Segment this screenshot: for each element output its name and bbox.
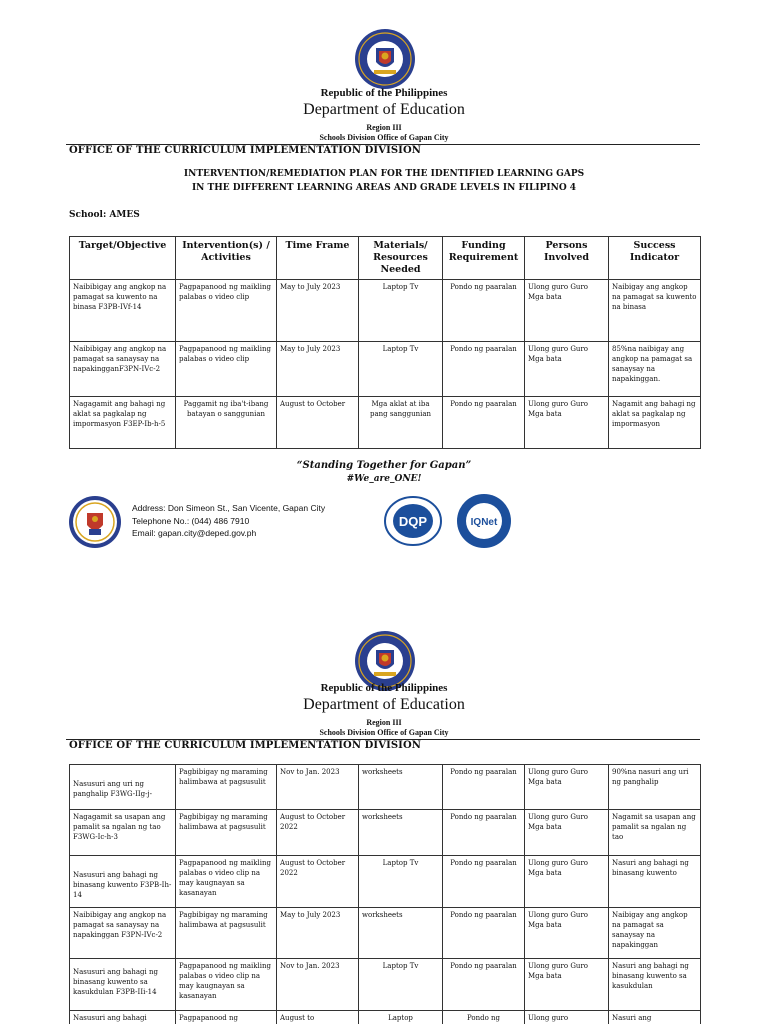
office-heading: OFFICE OF THE CURRICULUM IMPLEMENTATION DIVISION: [69, 145, 421, 156]
cell-materials: Mga aklat at iba pang sanggunian: [359, 397, 443, 449]
plan-title-line1: INTERVENTION/REMEDIATION PLAN FOR THE IDENTIFIED LEARNING GAPS: [183, 169, 585, 179]
iqnet-certification-icon: [456, 493, 512, 549]
cell-funding: Pondo ng paaralan: [443, 959, 525, 1011]
address-line: Address: Don Simeon St., San Vicente, Gapan City: [132, 503, 326, 513]
cell-materials: Laptop Tv: [359, 856, 443, 908]
cell-target: Nasusuri ang bahagi ng binasang kuwento F3PB-Ih-14: [70, 856, 176, 908]
deped-seal-icon: [354, 28, 416, 90]
cell-target: Nagagamit ang bahagi ng aklat sa pagkalap ng impormasyon F3EP-Ib-h-5: [70, 397, 176, 449]
school-label: School: AMES: [69, 210, 140, 220]
table-row: [70, 765, 701, 810]
cell-persons: Ulong guro: [525, 1011, 609, 1024]
cell-time-frame: August to October: [277, 397, 359, 449]
cell-intervention: Pagpapanood ng: [176, 1011, 277, 1024]
cell-intervention: Pagpapanood ng maikling palabas o video clip: [176, 280, 277, 342]
department-heading: Department of Education: [303, 696, 465, 713]
cell-persons: Ulong guro Guro Mga bata: [525, 342, 609, 397]
plan-title-line2: IN THE DIFFERENT LEARNING AREAS AND GRADE LEVELS IN FILIPINO 4: [191, 183, 577, 193]
cell-intervention: Pagbibigay ng maraming halimbawa at pagsusulit: [176, 810, 277, 856]
cell-persons: Ulong guro Guro Mga bata: [525, 810, 609, 856]
cell-target: Naibibigay ang angkop na pamagat sa sanaysay na napakinggan F3PN-IVc-2: [70, 908, 176, 959]
header-success: Success Indicator: [609, 237, 701, 280]
cell-funding: Pondo ng paaralan: [443, 280, 525, 342]
cell-success: Nagamit ang bahagi ng aklat sa pagkalap ng impormasyon: [609, 397, 701, 449]
dqp-certification-icon: [383, 495, 443, 547]
header-intervention: Intervention(s) / Activities: [176, 237, 277, 280]
cell-intervention: Pagpapanood ng maikling palabas o video clip na may kaugnayan sa kasanayan: [176, 959, 277, 1011]
cell-materials: worksheets: [359, 810, 443, 856]
cell-success: 85%na naibigay ang angkop na pamagat sa sanaysay na napakinggan.: [609, 342, 701, 397]
header-materials: Materials/ Resources Needed: [359, 237, 443, 280]
cell-intervention: Pagpapanood ng maikling palabas o video clip na may kaugnayan sa kasanayan: [176, 856, 277, 908]
table-row: [70, 810, 701, 856]
division-label: Schools Division Office of Gapan City: [319, 728, 449, 737]
page-2: [0, 618, 768, 1024]
cell-intervention: Pagpapanood ng maikling palabas o video clip: [176, 342, 277, 397]
slogan: “Standing Together for Gapan”: [296, 460, 472, 471]
cell-target: Nasusuri ang bahagi ng binasang kuwento sa kasukdulan F3PB-IIi-14: [70, 959, 176, 1011]
cell-funding: Pondo ng paaralan: [443, 765, 525, 810]
table-row: [70, 397, 701, 449]
cell-intervention: Pagbibigay ng maraming halimbawa at pagsusulit: [176, 908, 277, 959]
cell-time-frame: May to July 2023: [277, 280, 359, 342]
cell-target: Naibibigay ang angkop na pamagat sa sanaysay na napakingganF3PN-IVc-2: [70, 342, 176, 397]
cell-time-frame: May to July 2023: [277, 342, 359, 397]
cell-target: Nasusuri ang uri ng panghalip F3WG-IIg-j-: [70, 765, 176, 810]
cell-time-frame: August to October 2022: [277, 856, 359, 908]
cell-success: Naibigay ang angkop na pamagat sa sanaysay na napakinggan: [609, 908, 701, 959]
department-heading: Department of Education: [303, 101, 465, 118]
cell-persons: Ulong guro Guro Mga bata: [525, 959, 609, 1011]
republic-heading: Republic of the Philippines: [320, 87, 448, 99]
table-row: [70, 1011, 701, 1024]
table-row: [70, 342, 701, 397]
cell-funding: Pondo ng paaralan: [443, 397, 525, 449]
region-label: Region III: [366, 123, 402, 132]
hashtag: #We_are_ONE!: [346, 474, 422, 484]
cell-persons: Ulong guro Guro Mga bata: [525, 856, 609, 908]
gapan-division-seal-icon: [68, 495, 122, 549]
plan-table-continued: [69, 764, 701, 1024]
division-label: Schools Division Office of Gapan City: [319, 133, 449, 142]
dqp-logo-text: DQP: [398, 514, 428, 529]
cell-target: Nagagamit sa usapan ang pamalit sa ngalan ng tao F3WG-Ic-h-3: [70, 810, 176, 856]
cell-time-frame: August to October 2022: [277, 810, 359, 856]
cell-time-frame: Nov to Jan. 2023: [277, 765, 359, 810]
header-time-frame: Time Frame: [277, 237, 359, 280]
cell-funding: Pondo ng paaralan: [443, 342, 525, 397]
cell-materials: Laptop Tv: [359, 342, 443, 397]
cell-intervention: Pagbibigay ng maraming halimbawa at pagsusulit: [176, 765, 277, 810]
republic-heading: Republic of the Philippines: [320, 682, 448, 694]
cell-materials: Laptop Tv: [359, 280, 443, 342]
cell-materials: Laptop Tv: [359, 959, 443, 1011]
cell-persons: Ulong guro Guro Mga bata: [525, 908, 609, 959]
table-row: [70, 959, 701, 1011]
cell-materials: worksheets: [359, 908, 443, 959]
header-funding: Funding Requirement: [443, 237, 525, 280]
cell-funding: Pondo ng: [443, 1011, 525, 1024]
table-row: [70, 280, 701, 342]
cell-target: Nasusuri ang bahagi: [70, 1011, 176, 1024]
table-row: [70, 856, 701, 908]
cell-success: 90%na nasuri ang uri ng panghalip: [609, 765, 701, 810]
cell-time-frame: Nov to Jan. 2023: [277, 959, 359, 1011]
cell-persons: Ulong guro Guro Mga bata: [525, 280, 609, 342]
cell-funding: Pondo ng paaralan: [443, 908, 525, 959]
cell-time-frame: August to: [277, 1011, 359, 1024]
cell-funding: Pondo ng paaralan: [443, 810, 525, 856]
cell-intervention: Paggamit ng iba't-ibang batayan o sanggunian: [176, 397, 277, 449]
region-label: Region III: [366, 718, 402, 727]
telephone-line: Telephone No.: (044) 486 7910: [132, 515, 250, 526]
cell-funding: Pondo ng paaralan: [443, 856, 525, 908]
contact-block: [132, 502, 325, 540]
cell-success: Nasuri ang bahagi ng binasang kuwento sa kasukdulan: [609, 959, 701, 1011]
cell-success: Naibigay ang angkop na pamagat sa kuwento na binasa: [609, 280, 701, 342]
cell-success: Nasuri ang: [609, 1011, 701, 1024]
iqnet-logo-text: IQNet: [470, 517, 498, 528]
cell-target: Naibibigay ang angkop na pamagat sa kuwento na binasa F3PB-IVf-14: [70, 280, 176, 342]
plan-table: [69, 236, 701, 449]
header-target: Target/Objective: [70, 237, 176, 280]
cell-materials: Laptop: [359, 1011, 443, 1024]
table-row: [70, 908, 701, 959]
cell-persons: Ulong guro Guro Mga bata: [525, 397, 609, 449]
email-line: Email: gapan.city@deped.gov.ph: [132, 528, 257, 538]
cell-materials: worksheets: [359, 765, 443, 810]
cell-success: Nagamit sa usapan ang pamalit sa ngalan ng tao: [609, 810, 701, 856]
header-persons: Persons Involved: [525, 237, 609, 280]
office-heading: OFFICE OF THE CURRICULUM IMPLEMENTATION DIVISION: [69, 740, 421, 751]
cell-persons: Ulong guro Guro Mga bata: [525, 765, 609, 810]
cell-success: Nasuri ang bahagi ng binasang kuwento: [609, 856, 701, 908]
cell-time-frame: May to July 2023: [277, 908, 359, 959]
